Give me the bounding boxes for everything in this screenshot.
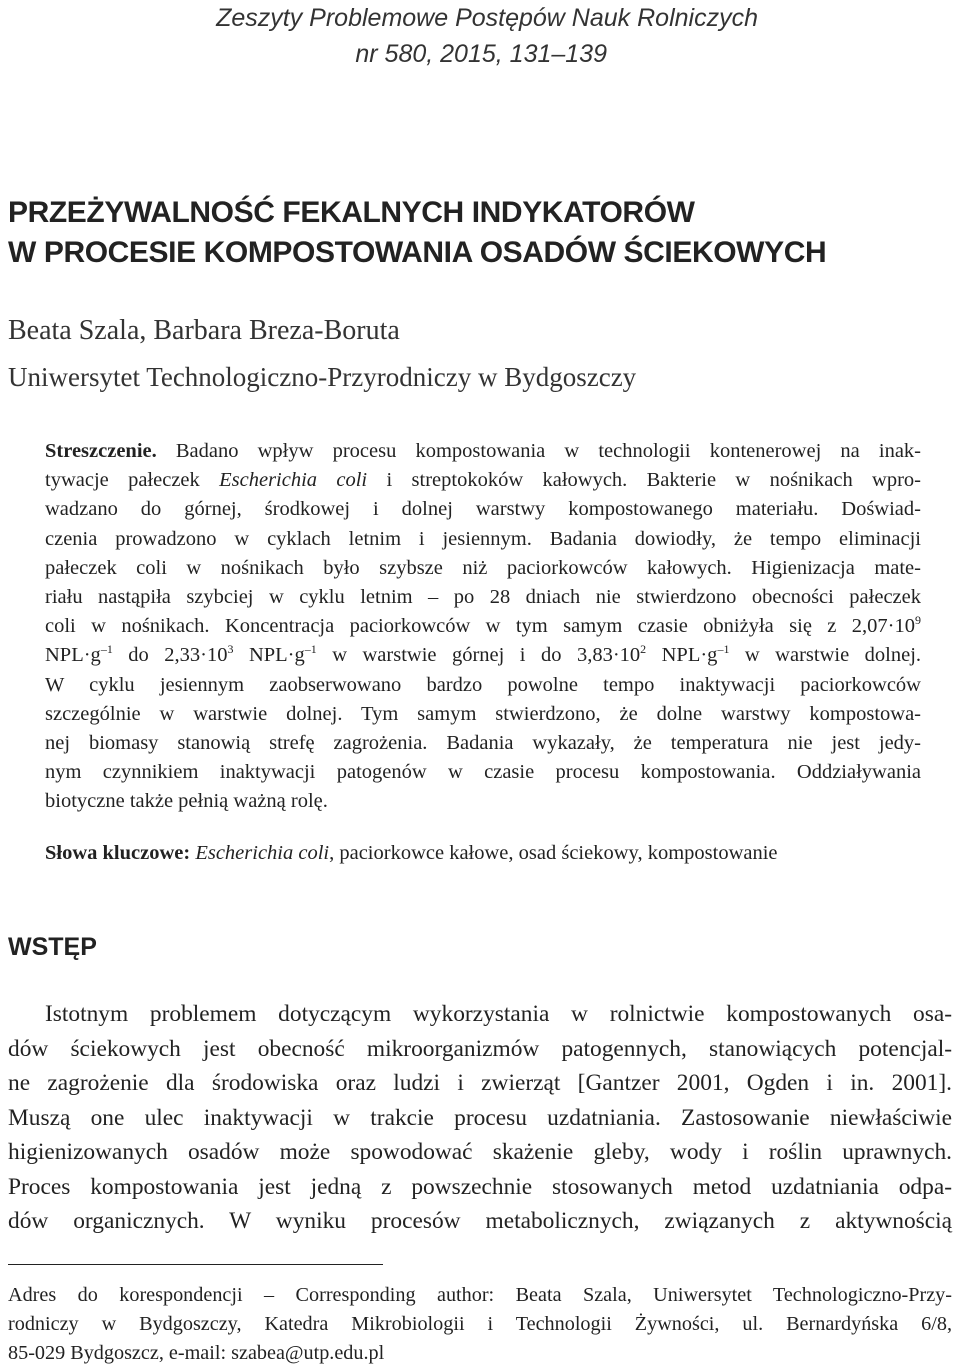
intro-line: dów ściekowych jest obecność mikroorganizmów patogennych, stanowiących potencjal- (8, 1035, 952, 1062)
abstract-line: nym czynnikiem inaktywacji patogenów w czasie procesu kompostowania. Oddziaływania (45, 761, 921, 784)
title-line-2: W PROCESIE KOMPOSTOWANIA OSADÓW ŚCIEKOWYCH (8, 236, 827, 269)
abstract-label: Streszczenie. (45, 440, 157, 462)
abstract-line (45, 437, 921, 466)
exponent: 2 (640, 642, 647, 657)
exponent: –1 (304, 642, 317, 657)
footnote-line: rodniczy w Bydgoszczy, Katedra Mikrobiologii i Technologii Żywności, ul. Bernardyńska 6/8, (8, 1313, 952, 1335)
abstract-line (45, 466, 921, 495)
species-name: Escherichia coli (219, 469, 368, 492)
intro-paragraph (8, 997, 952, 1239)
abstract-line: biotyczne także pełnią ważną rolę. (45, 790, 328, 813)
intro-line: Muszą one ulec inaktywacji w trakcie procesu uzdatniania. Zastosowanie niewłaściwie (8, 1104, 952, 1131)
intro-line: Istotnym problemem dotyczącym wykorzystania w rolnictwie kompostowanych osa- (45, 1001, 952, 1027)
abstract-line: nej biomasy stanowią strefę zagrożenia. Badania wykazały, że temperatura nie jest jedy- (45, 732, 921, 755)
abstract-text: w warstwie górnej i do 3,83·10 (316, 644, 641, 667)
footnote-line: 85-029 Bydgoszcz, e-mail: szabea@utp.edu.pl (8, 1342, 385, 1364)
abstract-text: NPL·g (646, 644, 718, 667)
abstract-line: riału nastąpiła szybciej w cyklu letnim – po 28 dniach nie stwierdzono obecności pałeczek (45, 586, 921, 609)
article-title (8, 193, 953, 273)
footnote-line: Adres do korespondencji – Corresponding author: Beata Szala, Uniwersytet Technologiczno-Przy- (8, 1284, 952, 1306)
exponent: –1 (717, 642, 730, 657)
authors: Beata Szala, Barbara Breza-Boruta (8, 315, 400, 346)
abstract-line: W cyklu jesiennym zaobserwowano bardzo powolne tempo inaktywacji paciorkowców (45, 673, 921, 696)
abstract-line: szczególnie w warstwie dolnej. Tym samym stwierdzono, że dolne warstwy kompostowa- (45, 702, 921, 725)
abstract-text: NPL·g (45, 644, 101, 667)
abstract-text: NPL·g (233, 644, 305, 667)
abstract-line: wadzano do górnej, środkowej i dolnej warstwy kompostowanego materiału. Doświad- (45, 498, 921, 521)
intro-line: higienizowanych osadów może spowodować skażenie gleby, wody i roślin uprawnych. (8, 1139, 952, 1165)
keywords (45, 838, 925, 868)
keywords-list: , paciorkowce kałowe, osad ściekowy, kompostowanie (329, 842, 778, 864)
journal-issue: nr 580, 2015, 131–139 (355, 40, 607, 68)
exponent: 9 (915, 613, 921, 628)
keywords-species: Escherichia coli (190, 842, 330, 864)
intro-line: Proces kompostowania jest jedną z powszechnie stosowanych metod uzdatniania odpa- (8, 1173, 952, 1200)
section-heading: WSTĘP (8, 933, 97, 961)
abstract-text: tywacje pałeczek (45, 469, 220, 492)
journal-name: Zeszyty Problemowe Postępów Nauk Rolniczych (216, 4, 758, 32)
abstract (45, 437, 921, 817)
abstract-text: coli w nośnikach. Koncentracja paciorkowców w tym samym czasie obniżyła się z 2,07·10 (45, 615, 915, 638)
exponent: 3 (227, 642, 234, 657)
keywords-label: Słowa kluczowe: (45, 842, 191, 864)
footnote-divider (8, 1264, 383, 1265)
abstract-text: w warstwie dolnej. (729, 644, 922, 667)
affiliation: Uniwersytet Technologiczno-Przyrodniczy w Bydgoszczy (8, 362, 637, 392)
abstract-text: do 2,33·10 (112, 644, 228, 667)
abstract-line: czenia prowadzono w cyklach letnim i jesiennym. Badania dowiodły, że tempo eliminacji (45, 527, 921, 550)
exponent: –1 (100, 642, 113, 657)
footnote (8, 1281, 952, 1368)
intro-line: ne zagrożenie dla środowiska oraz ludzi i zwierząt [Gantzer 2001, Ogden i in. 2001]. (8, 1070, 952, 1096)
abstract-line (45, 612, 921, 641)
abstract-line: pałeczek coli w nośnikach było szybsze niż paciorkowców kałowych. Higienizacja mate- (45, 556, 921, 579)
abstract-text: i streptokoków kałowych. Bakterie w nośnikach wpro- (367, 469, 921, 492)
abstract-text: Badano wpływ procesu kompostowania w technologii kontenerowej na inak- (156, 440, 921, 462)
abstract-line (45, 641, 921, 670)
title-line-1: PRZEŻYWALNOŚĆ FEKALNYCH INDYKATORÓW (8, 196, 695, 229)
intro-line: dów organicznych. W wyniku procesów metabolicznych, związanych z aktywnością (8, 1208, 952, 1234)
